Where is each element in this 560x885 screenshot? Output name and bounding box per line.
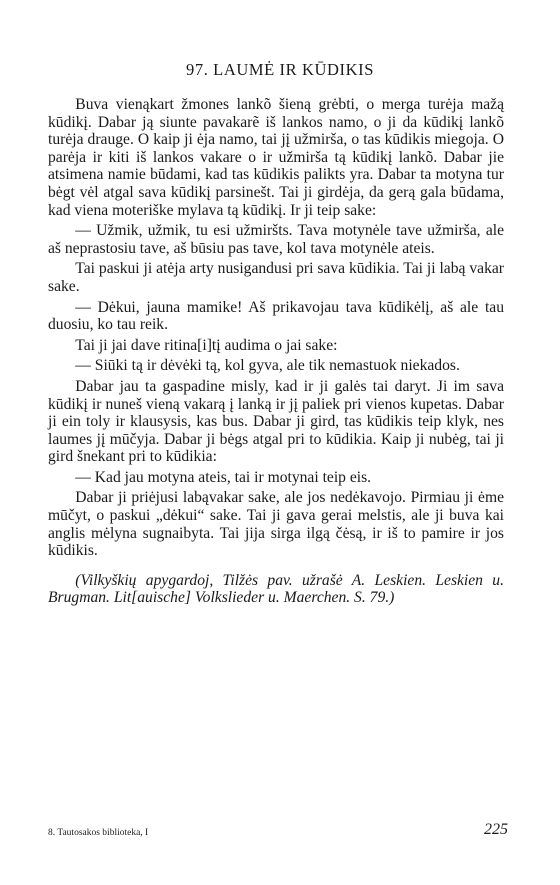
paragraph: — Siūki tą ir dėvėki tą, kol gyva, ale tik nemastuok niekados. (75, 357, 460, 375)
page-number: 225 (484, 821, 508, 838)
paragraph: Tai ji jai dave ritina[i]tį audima o jai sake: (75, 336, 338, 354)
paragraph: Tai paskui ji atėja arty nusigandusi pri sava kūdikia. Tai ji labą vakar sake. (48, 260, 504, 295)
story-title: 97. LAUMĖ IR KŪDIKIS (186, 60, 374, 79)
paragraph: Dabar jau ta gaspadine misly, kad ir ji galės tai daryt. Ji im sava kūdikį ir nuneš vieną vakarą į lanką ir jį paliek pri vienos kupetas. Dabar ji ein toly ir klausysis, kas bus. Dabar ji gird, tas kūdikis teip klyk, nes laumes jį mūčyja. Dabar ji bėgs atgal pri to kūdikia. Kaip ji nubėg, tai ji gird šnekant pri to kūdikia: (48, 377, 504, 466)
paragraph: Dabar ji priėjusi labąvakar sake, ale jos nedėkavojo. Pirmiau ji ėme mūčyt, o paskui „dėkui“ sake. Tai ji gava gerai melstis, ale ji buva kai anglis mėlyna sugnaibyta. Tai jija sirga ilgą čėsą, ir iš to pamire ir jos kūdikis. (48, 489, 504, 560)
signature-note: 8. Tautosakos biblioteka, I (48, 828, 149, 838)
paragraph: Buva vienąkart žmones lankõ šieną grėbti, o merga turėja mažą kūdikį. Dabar ją siunte pavakarẽ iš lankos namo, o ji da kūdikį lankõ turėja drauge. O kaip ji ėja namo, tai jį užmirša, o tas kūdikis miegoja. O parėja ir kiti iš lankos vakare o ir užmirša tą kūdikį lankõ. Dabar jie atsimena namie būdami, kad tas kūdikis palikts yra. Dabar ta motyna tur bėgt vėl atgal sava kūdikį parsinešt. Tai ji girdėja, da gerą gala būdama, kad viena moteriške mylava tą kūdikį. Ir ji teip sake: (48, 96, 504, 219)
story-body (48, 96, 504, 610)
source-citation: (Vilkyškių apygardoj, Tilžės pav. užrašė A. Leskien. Leskien u. Brugman. Lit[auische] Volkslieder u. Maerchen. S. 79.) (48, 571, 504, 607)
paragraph: — Kad jau motyna ateis, tai ir motynai teip eis. (75, 468, 372, 486)
paragraph: — Užmik, užmik, tu esi užmiršts. Tava motynėle tave užmirša, ale aš neprastosiu tave, aš būsiu pas tave, kol tava motynėle ateis. (48, 222, 504, 257)
paragraph: — Dėkui, jauna mamike! Aš prikavojau tava kūdikėlį, aš ale tau duosiu, ko tau reik. (48, 298, 504, 334)
